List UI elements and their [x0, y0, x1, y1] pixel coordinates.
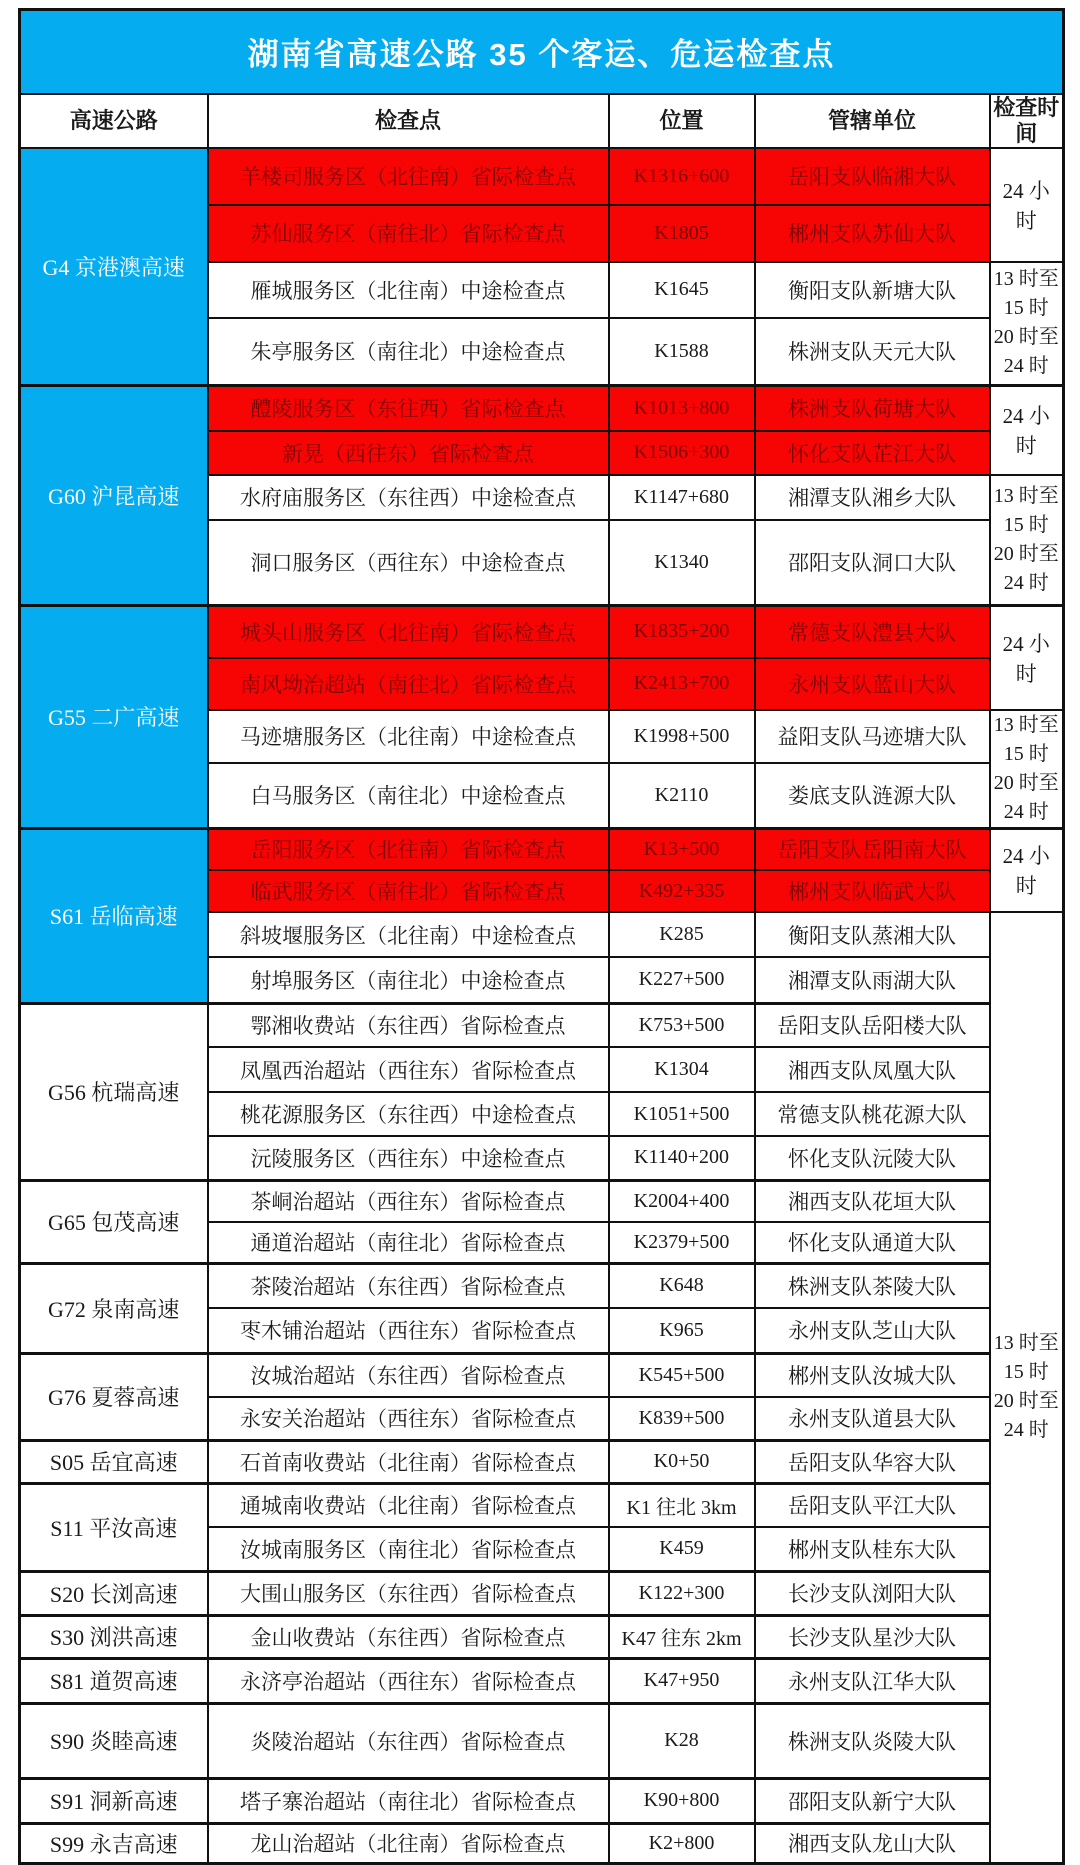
- checkpoint-cell: 临武服务区（南往北）省际检查点: [208, 870, 609, 912]
- location-cell: K227+500: [609, 957, 755, 1003]
- checkpoint-cell: 南风坳治超站（南往北）省际检查点: [208, 658, 609, 710]
- checkpoint-cell: 新晃（西往东）省际检查点: [208, 431, 609, 475]
- checkpoint-cell: 岳阳服务区（北往南）省际检查点: [208, 828, 609, 870]
- unit-cell: 衡阳支队新塘大队: [755, 262, 990, 318]
- location-cell: K90+800: [609, 1778, 755, 1823]
- unit-cell: 益阳支队马迹塘大队: [755, 710, 990, 763]
- time-cell: [990, 710, 1064, 829]
- checkpoint-cell: 炎陵治超站（东往西）省际检查点: [208, 1703, 609, 1778]
- highway-label: S99 永吉高速: [20, 1823, 208, 1863]
- checkpoint-cell: 枣木铺治超站（西往东）省际检查点: [208, 1308, 609, 1353]
- location-cell: K1588: [609, 318, 755, 386]
- highway-label: S30 浏洪高速: [20, 1615, 208, 1658]
- table-row: [20, 1823, 1064, 1863]
- unit-cell: 郴州支队汝城大队: [755, 1353, 990, 1397]
- checkpoint-cell: 石首南收费站（北往南）省际检查点: [208, 1440, 609, 1483]
- checkpoint-cell: 桃花源服务区（东往西）中途检查点: [208, 1092, 609, 1136]
- time-cell: [990, 475, 1064, 606]
- time-line: 20 时至: [993, 1390, 1059, 1413]
- unit-cell: 邵阳支队洞口大队: [755, 520, 990, 606]
- unit-cell: 株洲支队炎陵大队: [755, 1703, 990, 1778]
- time-lines: [993, 1329, 1061, 1445]
- time-line: 13 时至: [993, 484, 1059, 507]
- time-line: 24 时: [1003, 1419, 1049, 1442]
- unit-cell: 株洲支队荷塘大队: [755, 386, 990, 431]
- location-cell: K965: [609, 1308, 755, 1353]
- column-header-highway: 高速公路: [20, 94, 208, 148]
- column-header-checkpoint: 检查点: [208, 94, 609, 148]
- time-line: 13 时至: [993, 268, 1059, 291]
- location-cell: K2004+400: [609, 1180, 755, 1222]
- table-row: [20, 1263, 1064, 1308]
- location-cell: K0+50: [609, 1440, 755, 1483]
- highway-label: S91 洞新高速: [20, 1778, 208, 1823]
- highway-label: S90 炎睦高速: [20, 1703, 208, 1778]
- checkpoint-cell: 塔子寨治超站（南往北）省际检查点: [208, 1778, 609, 1823]
- time-cell: 24 小时: [990, 148, 1064, 262]
- table-row: [20, 1003, 1064, 1047]
- unit-cell: 湘潭支队湘乡大队: [755, 475, 990, 520]
- table-row: [20, 1658, 1064, 1703]
- unit-cell: 娄底支队涟源大队: [755, 763, 990, 828]
- location-cell: K2110: [609, 763, 755, 828]
- table-row: [20, 1180, 1064, 1222]
- checkpoint-cell: 洞口服务区（西往东）中途检查点: [208, 520, 609, 606]
- time-line: 15 时: [1003, 742, 1049, 765]
- unit-cell: 岳阳支队岳阳楼大队: [755, 1003, 990, 1047]
- table-row: [20, 1703, 1064, 1778]
- location-cell: K839+500: [609, 1397, 755, 1440]
- time-cell: 24 小时: [990, 386, 1064, 475]
- unit-cell: 长沙支队星沙大队: [755, 1615, 990, 1658]
- highway-label: G60 沪昆高速: [20, 386, 208, 606]
- time-line: 13 时至: [993, 713, 1059, 736]
- location-cell: K1304: [609, 1047, 755, 1092]
- unit-cell: 郴州支队苏仙大队: [755, 205, 990, 262]
- time-line: 15 时: [1003, 1361, 1049, 1384]
- time-line: 15 时: [1003, 513, 1049, 536]
- unit-cell: 郴州支队临武大队: [755, 870, 990, 912]
- location-cell: K1147+680: [609, 475, 755, 520]
- checkpoint-cell: 斜坡堰服务区（北往南）中途检查点: [208, 912, 609, 957]
- unit-cell: 邵阳支队新宁大队: [755, 1778, 990, 1823]
- unit-cell: 永州支队芝山大队: [755, 1308, 990, 1353]
- unit-cell: 永州支队江华大队: [755, 1658, 990, 1703]
- checkpoint-table-grid: [18, 8, 1065, 1865]
- checkpoint-cell: 通城南收费站（北往南）省际检查点: [208, 1483, 609, 1527]
- checkpoint-cell: 汝城南服务区（南往北）省际检查点: [208, 1527, 609, 1571]
- time-line: 20 时至: [993, 542, 1059, 565]
- checkpoint-cell: 苏仙服务区（南往北）省际检查点: [208, 205, 609, 262]
- unit-cell: 衡阳支队蒸湘大队: [755, 912, 990, 957]
- time-cell: 24 小时: [990, 606, 1064, 710]
- unit-cell: 岳阳支队临湘大队: [755, 148, 990, 205]
- column-header-unit: 管辖单位: [755, 94, 990, 148]
- location-cell: K1835+200: [609, 606, 755, 658]
- location-cell: K2379+500: [609, 1222, 755, 1263]
- time-line: 13 时至: [993, 1332, 1059, 1355]
- unit-cell: 永州支队蓝山大队: [755, 658, 990, 710]
- checkpoint-cell: 汝城治超站（东往西）省际检查点: [208, 1353, 609, 1397]
- highway-label: S20 长浏高速: [20, 1571, 208, 1615]
- location-cell: K753+500: [609, 1003, 755, 1047]
- time-line: 24 时: [1003, 355, 1049, 378]
- checkpoint-cell: 凤凰西治超站（西往东）省际检查点: [208, 1047, 609, 1092]
- time-cell: 24 小时: [990, 828, 1064, 912]
- location-cell: K1013+800: [609, 386, 755, 431]
- table-row: [20, 1571, 1064, 1615]
- location-cell: K545+500: [609, 1353, 755, 1397]
- highway-label: S05 岳宜高速: [20, 1440, 208, 1483]
- time-cell: [990, 912, 1064, 1863]
- column-header-location: 位置: [609, 94, 755, 148]
- title-row: [20, 10, 1064, 94]
- checkpoint-cell: 沅陵服务区（西往东）中途检查点: [208, 1136, 609, 1180]
- location-cell: K459: [609, 1527, 755, 1571]
- checkpoint-cell: 通道治超站（南往北）省际检查点: [208, 1222, 609, 1263]
- checkpoint-cell: 金山收费站（东往西）省际检查点: [208, 1615, 609, 1658]
- checkpoint-cell: 茶陵治超站（东往西）省际检查点: [208, 1263, 609, 1308]
- column-header-time: 检查时间: [990, 94, 1064, 148]
- location-cell: K1645: [609, 262, 755, 318]
- location-cell: K2413+700: [609, 658, 755, 710]
- checkpoint-cell: 白马服务区（南往北）中途检查点: [208, 763, 609, 828]
- table-row: [20, 828, 1064, 870]
- time-line: 20 时至: [993, 326, 1059, 349]
- location-cell: K28: [609, 1703, 755, 1778]
- location-cell: K492+335: [609, 870, 755, 912]
- unit-cell: 湘西支队龙山大队: [755, 1823, 990, 1863]
- unit-cell: 株洲支队茶陵大队: [755, 1263, 990, 1308]
- unit-cell: 怀化支队通道大队: [755, 1222, 990, 1263]
- unit-cell: 湘潭支队雨湖大队: [755, 957, 990, 1003]
- checkpoint-cell: 鄂湘收费站（东往西）省际检查点: [208, 1003, 609, 1047]
- header-row: [20, 94, 1064, 148]
- unit-cell: 常德支队桃花源大队: [755, 1092, 990, 1136]
- location-cell: K13+500: [609, 828, 755, 870]
- unit-cell: 岳阳支队平江大队: [755, 1483, 990, 1527]
- highway-label: S61 岳临高速: [20, 828, 208, 1003]
- time-line: 20 时至: [993, 771, 1059, 794]
- unit-cell: 郴州支队桂东大队: [755, 1527, 990, 1571]
- unit-cell: 永州支队道县大队: [755, 1397, 990, 1440]
- location-cell: K1340: [609, 520, 755, 606]
- location-cell: K1051+500: [609, 1092, 755, 1136]
- time-line: 15 时: [1003, 297, 1049, 320]
- unit-cell: 长沙支队浏阳大队: [755, 1571, 990, 1615]
- checkpoint-cell: 朱亭服务区（南往北）中途检查点: [208, 318, 609, 386]
- unit-cell: 岳阳支队岳阳南大队: [755, 828, 990, 870]
- highway-label: G76 夏蓉高速: [20, 1353, 208, 1440]
- checkpoint-cell: 龙山治超站（北往南）省际检查点: [208, 1823, 609, 1863]
- checkpoint-cell: 醴陵服务区（东往西）省际检查点: [208, 386, 609, 431]
- location-cell: K47+950: [609, 1658, 755, 1703]
- location-cell: K47 往东 2km: [609, 1615, 755, 1658]
- checkpoint-table: [18, 8, 1062, 1865]
- checkpoint-cell: 永济亭治超站（西往东）省际检查点: [208, 1658, 609, 1703]
- highway-label: G65 包茂高速: [20, 1180, 208, 1263]
- checkpoint-cell: 茶峒治超站（西往东）省际检查点: [208, 1180, 609, 1222]
- unit-cell: 湘西支队花垣大队: [755, 1180, 990, 1222]
- location-cell: K1140+200: [609, 1136, 755, 1180]
- table-row: [20, 1778, 1064, 1823]
- location-cell: K648: [609, 1263, 755, 1308]
- highway-label: G72 泉南高速: [20, 1263, 208, 1353]
- highway-label: S11 平汝高速: [20, 1483, 208, 1571]
- location-cell: K1805: [609, 205, 755, 262]
- time-lines: [993, 265, 1061, 381]
- checkpoint-cell: 城头山服务区（北往南）省际检查点: [208, 606, 609, 658]
- table-row: [20, 386, 1064, 431]
- checkpoint-cell: 射埠服务区（南往北）中途检查点: [208, 957, 609, 1003]
- highway-label: G55 二广高速: [20, 606, 208, 829]
- unit-cell: 湘西支队凤凰大队: [755, 1047, 990, 1092]
- time-line: 24 时: [1003, 571, 1049, 594]
- unit-cell: 怀化支队沅陵大队: [755, 1136, 990, 1180]
- table-row: [20, 1440, 1064, 1483]
- checkpoint-cell: 雁城服务区（北往南）中途检查点: [208, 262, 609, 318]
- location-cell: K1 往北 3km: [609, 1483, 755, 1527]
- location-cell: K1506+300: [609, 431, 755, 475]
- location-cell: K2+800: [609, 1823, 755, 1863]
- table-row: [20, 148, 1064, 205]
- table-row: [20, 1483, 1064, 1527]
- unit-cell: 怀化支队芷江大队: [755, 431, 990, 475]
- location-cell: K122+300: [609, 1571, 755, 1615]
- table-row: [20, 606, 1064, 658]
- checkpoint-cell: 大围山服务区（东往西）省际检查点: [208, 1571, 609, 1615]
- table-row: [20, 1353, 1064, 1397]
- page-title: 湖南省高速公路 35 个客运、危运检查点: [20, 10, 1064, 94]
- checkpoint-cell: 羊楼司服务区（北往南）省际检查点: [208, 148, 609, 205]
- location-cell: K1316+600: [609, 148, 755, 205]
- location-cell: K1998+500: [609, 710, 755, 763]
- checkpoint-cell: 马迹塘服务区（北往南）中途检查点: [208, 710, 609, 763]
- checkpoint-cell: 水府庙服务区（东往西）中途检查点: [208, 475, 609, 520]
- highway-label: G4 京港澳高速: [20, 148, 208, 386]
- checkpoint-cell: 永安关治超站（西往东）省际检查点: [208, 1397, 609, 1440]
- highway-label: S81 道贺高速: [20, 1658, 208, 1703]
- time-lines: [993, 482, 1061, 598]
- time-cell: [990, 262, 1064, 386]
- location-cell: K285: [609, 912, 755, 957]
- unit-cell: 常德支队澧县大队: [755, 606, 990, 658]
- unit-cell: 株洲支队天元大队: [755, 318, 990, 386]
- table-row: [20, 1615, 1064, 1658]
- time-line: 24 时: [1003, 800, 1049, 823]
- highway-label: G56 杭瑞高速: [20, 1003, 208, 1180]
- time-lines: [993, 711, 1061, 827]
- unit-cell: 岳阳支队华容大队: [755, 1440, 990, 1483]
